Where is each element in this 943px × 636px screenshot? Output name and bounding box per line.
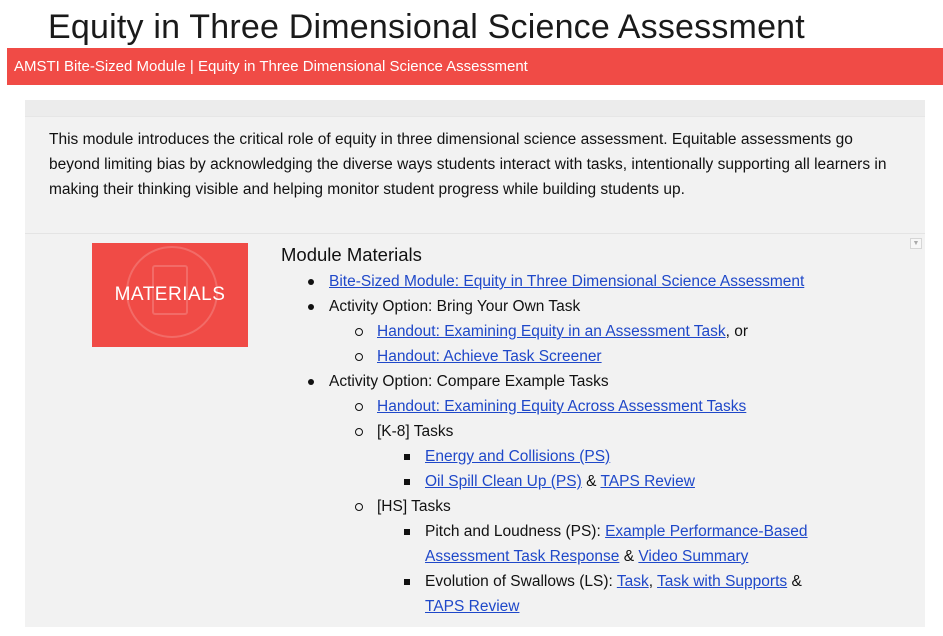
list-item xyxy=(377,444,911,469)
energy-collisions-link[interactable]: Energy and Collisions (PS) xyxy=(425,448,611,465)
materials-tile xyxy=(92,243,248,347)
list-item xyxy=(329,319,911,344)
list-item xyxy=(281,294,911,369)
pitch-prefix: Pitch and Loudness (PS): xyxy=(425,523,606,540)
k8-tasks-list xyxy=(377,444,911,494)
option-own-list xyxy=(329,319,911,369)
swallows-task-supports-link[interactable]: Task with Supports xyxy=(657,573,788,590)
collapse-toggle-icon[interactable]: ▼ xyxy=(910,238,922,249)
materials-list xyxy=(281,269,911,619)
handout-across-tasks-link[interactable]: Handout: Examining Equity Across Assessment Tasks xyxy=(377,398,747,415)
hs-tasks-label: [HS] Tasks xyxy=(377,498,451,515)
intro-paragraph: This module introduces the critical role of equity in three dimensional science assessment. Equitable assessments go beyond limiting bias by acknowledging the diverse ways students interact with tasks, intentionally supporting all learners in making their thinking visible and helping monitor student progress while building students up. xyxy=(49,131,887,198)
materials-heading: Module Materials xyxy=(281,244,422,265)
hs-tasks-list xyxy=(377,519,911,619)
materials-tile-label: MATERIALS xyxy=(114,284,226,305)
option-own-label: Activity Option: Bring Your Own Task xyxy=(329,298,581,315)
list-item xyxy=(329,344,911,369)
bite-sized-module-link[interactable]: Bite-Sized Module: Equity in Three Dimensional Science Assessment xyxy=(329,273,805,290)
list-item xyxy=(329,494,911,619)
list-item xyxy=(281,369,911,619)
or-text: , or xyxy=(725,323,749,340)
page-title: Equity in Three Dimensional Science Assessment xyxy=(48,8,805,46)
list-item xyxy=(377,469,911,494)
list-item xyxy=(329,394,911,419)
option-compare-list xyxy=(329,394,911,619)
swallows-task-link[interactable]: Task xyxy=(616,573,649,590)
k8-taps-review-link[interactable]: TAPS Review xyxy=(600,473,695,490)
list-item xyxy=(377,519,825,569)
section-divider xyxy=(25,233,925,234)
ampersand-text: & xyxy=(581,473,601,490)
module-banner: AMSTI Bite-Sized Module | Equity in Three Dimensional Science Assessment xyxy=(7,48,943,85)
handout-examining-equity-link[interactable]: Handout: Examining Equity in an Assessment Task xyxy=(377,323,726,340)
handout-task-screener-link[interactable]: Handout: Achieve Task Screener xyxy=(377,348,602,365)
swallows-taps-review-link[interactable]: TAPS Review xyxy=(425,598,520,615)
k8-tasks-label: [K-8] Tasks xyxy=(377,423,454,440)
list-item xyxy=(281,269,911,294)
swallows-prefix: Evolution of Swallows (LS): xyxy=(425,573,617,590)
oil-spill-link[interactable]: Oil Spill Clean Up (PS) xyxy=(425,473,582,490)
option-compare-label: Activity Option: Compare Example Tasks xyxy=(329,373,609,390)
card-top-strip xyxy=(25,100,925,117)
pitch-video-summary-link[interactable]: Video Summary xyxy=(638,548,749,565)
ampersand-text: & xyxy=(619,548,639,565)
pitch-example-response-link[interactable]: Example Performance-Based Assessment Task Response xyxy=(425,523,808,565)
materials-section xyxy=(281,243,911,619)
list-item xyxy=(329,419,911,494)
list-item xyxy=(377,569,825,619)
comma-text: , xyxy=(648,573,658,590)
ampersand-text: & xyxy=(787,573,802,590)
